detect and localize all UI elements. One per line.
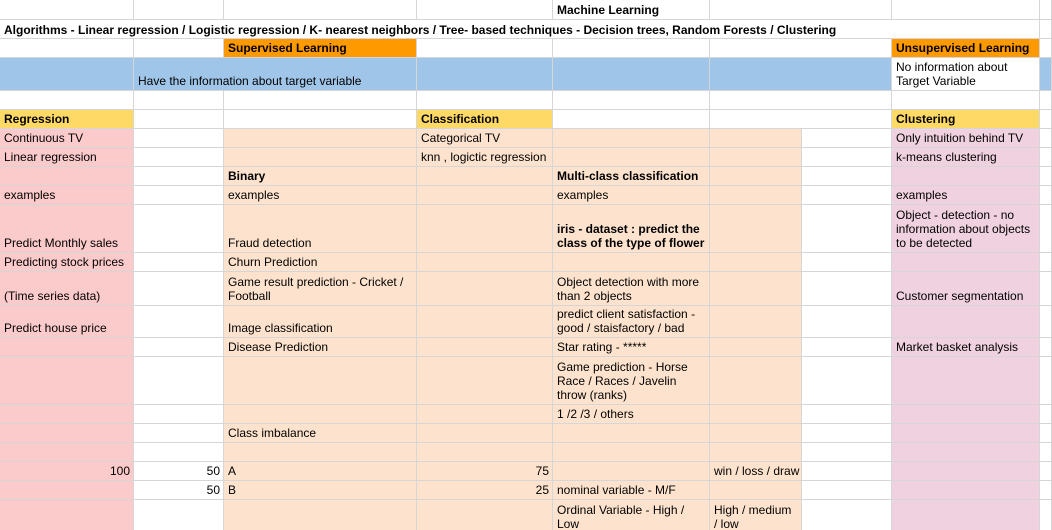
cell-a9[interactable] — [0, 167, 134, 186]
cell-e19[interactable] — [553, 443, 710, 462]
cell-e20[interactable] — [553, 462, 710, 481]
clustering-algorithm[interactable]: k-means clustering — [892, 148, 1040, 167]
cell-e5[interactable] — [553, 91, 710, 110]
regression-example-2[interactable]: Predicting stock prices — [0, 253, 134, 272]
binary-example-6[interactable]: Class imbalance — [224, 424, 417, 443]
cell-g5[interactable] — [892, 91, 1040, 110]
cell-g2[interactable] — [892, 20, 1040, 39]
cell-f13[interactable] — [710, 272, 802, 306]
supervised-learning-header[interactable]: Supervised Learning — [224, 39, 417, 58]
cell-f14[interactable] — [710, 306, 802, 338]
cell-f17[interactable] — [710, 405, 802, 424]
cell-c6[interactable] — [224, 110, 417, 129]
cell-g16[interactable] — [892, 357, 1040, 405]
multiclass-example-2[interactable]: Object detection with more than 2 objects — [553, 272, 710, 306]
cell-b14[interactable] — [134, 306, 224, 338]
cell-g20[interactable] — [892, 462, 1040, 481]
cell-e21[interactable]: nominal variable - M/F — [553, 481, 710, 500]
cell-g21[interactable] — [892, 481, 1040, 500]
multiclass-example-4[interactable]: Star rating - ***** — [553, 338, 710, 357]
cell-f20[interactable]: win / loss / draw — [710, 462, 802, 481]
cell-f19[interactable] — [710, 443, 802, 462]
classification-algorithm[interactable]: knn , logictic regression — [417, 148, 553, 167]
cell-f10[interactable] — [710, 186, 802, 205]
cell-b13[interactable] — [134, 272, 224, 306]
cell-g14[interactable] — [892, 306, 1040, 338]
cell-d5[interactable] — [417, 91, 553, 110]
cell-d18[interactable] — [417, 424, 553, 443]
cell-h6[interactable] — [1040, 110, 1052, 129]
cell-c22[interactable] — [224, 500, 417, 530]
cell-b8[interactable] — [134, 148, 224, 167]
cell-a17[interactable] — [0, 405, 134, 424]
cell-f4[interactable] — [710, 58, 892, 91]
cell-d21[interactable]: 25 — [417, 481, 553, 500]
cell-d12[interactable] — [417, 253, 553, 272]
cell-h7[interactable] — [1040, 129, 1052, 148]
cell-c19[interactable] — [224, 443, 417, 462]
clustering-target[interactable]: Only intuition behind TV — [892, 129, 1040, 148]
cell-f9[interactable] — [710, 167, 802, 186]
cell-h12[interactable] — [1040, 253, 1052, 272]
cell-d13[interactable] — [417, 272, 553, 306]
cell-f22[interactable]: High / medium / low — [710, 500, 802, 530]
cell-a1[interactable] — [0, 0, 134, 20]
cell-b9[interactable] — [134, 167, 224, 186]
cell-a3[interactable] — [0, 39, 134, 58]
cell-b19[interactable] — [134, 443, 224, 462]
cell-f6[interactable] — [710, 110, 892, 129]
cell-d15[interactable] — [417, 338, 553, 357]
regression-example-1[interactable]: Predict Monthly sales — [0, 205, 134, 253]
cell-d22[interactable] — [417, 500, 553, 530]
cell-b3[interactable] — [134, 39, 224, 58]
cell-f12b — [802, 253, 892, 272]
cell-h13[interactable] — [1040, 272, 1052, 306]
cell-a15[interactable] — [0, 338, 134, 357]
clustering-example-3[interactable]: Market basket analysis — [892, 338, 1040, 357]
cell-b10[interactable] — [134, 186, 224, 205]
cell-h17[interactable] — [1040, 405, 1052, 424]
regression-example-3[interactable]: (Time series data) — [0, 272, 134, 306]
cell-f14b — [802, 306, 892, 338]
cell-d4[interactable] — [417, 58, 553, 91]
cell-g17[interactable] — [892, 405, 1040, 424]
cell-g22[interactable] — [892, 500, 1040, 530]
cell-h9[interactable] — [1040, 167, 1052, 186]
algorithms-summary[interactable]: Algorithms - Linear regression / Logistic regression / K- nearest neighbors / Tree- based techniques - Decision trees, Random Forests / Clustering — [4, 23, 837, 37]
cell-b11[interactable] — [134, 205, 224, 253]
cell-f8b — [802, 148, 892, 167]
cell-b18[interactable] — [134, 424, 224, 443]
multiclass-examples-label[interactable]: examples — [553, 186, 710, 205]
cell-d10[interactable] — [417, 186, 553, 205]
sheet-title[interactable]: Machine Learning — [553, 0, 710, 20]
regression-example-4[interactable]: Predict house price — [0, 306, 134, 338]
cell-f18[interactable] — [710, 424, 802, 443]
cell-b21[interactable]: 50 — [134, 481, 224, 500]
cell-c17[interactable] — [224, 405, 417, 424]
cell-h18[interactable] — [1040, 424, 1052, 443]
cell-e22[interactable]: Ordinal Variable - High / Low — [553, 500, 710, 530]
cell-b7[interactable] — [134, 129, 224, 148]
cell-e8[interactable] — [553, 148, 710, 167]
cell-h14[interactable] — [1040, 306, 1052, 338]
cell-h19[interactable] — [1040, 443, 1052, 462]
cell-a19[interactable] — [0, 443, 134, 462]
multiclass-example-1[interactable]: iris - dataset : predict the class of the type of flower — [553, 205, 710, 253]
cell-b16[interactable] — [134, 357, 224, 405]
cell-c7[interactable] — [224, 129, 417, 148]
cell-g19[interactable] — [892, 443, 1040, 462]
clustering-example-1[interactable]: Object - detection - no information about objects to be detected — [892, 205, 1040, 253]
cell-g1[interactable] — [892, 0, 1040, 20]
cell-e4[interactable] — [553, 58, 710, 91]
cell-a18[interactable] — [0, 424, 134, 443]
cell-d9[interactable] — [417, 167, 553, 186]
cell-b22[interactable] — [134, 500, 224, 530]
cell-h4[interactable] — [1040, 58, 1052, 91]
cell-h16[interactable] — [1040, 357, 1052, 405]
cell-e3[interactable] — [553, 39, 710, 58]
cell-f22b — [802, 500, 892, 530]
binary-example-2[interactable]: Churn Prediction — [224, 253, 417, 272]
clustering-example-2[interactable]: Customer segmentation — [892, 272, 1040, 306]
cell-f10b — [802, 186, 892, 205]
cell-f11[interactable] — [710, 205, 802, 253]
regression-examples-label[interactable]: examples — [0, 186, 134, 205]
cell-d1[interactable] — [417, 0, 553, 20]
cell-a21[interactable] — [0, 481, 134, 500]
multiclass-example-5[interactable]: Game prediction - Horse Race / Races / Javelin throw (ranks) — [553, 357, 710, 405]
cell-f12[interactable] — [710, 253, 802, 272]
multiclass-example-3[interactable]: predict client satisfaction - good / staisfactory / bad — [553, 306, 710, 338]
cell-a22[interactable] — [0, 500, 134, 530]
cell-h2[interactable] — [1040, 20, 1052, 39]
cell-f7b — [802, 129, 892, 148]
cell-a4[interactable] — [0, 58, 134, 91]
cell-b1[interactable] — [134, 0, 224, 20]
cell-h8[interactable] — [1040, 148, 1052, 167]
cell-h1[interactable] — [1040, 0, 1052, 20]
cell-b12[interactable] — [134, 253, 224, 272]
cell-a20[interactable]: 100 — [0, 462, 134, 481]
cell-f1[interactable] — [710, 0, 892, 20]
cell-f18b — [802, 424, 892, 443]
cell-h5[interactable] — [1040, 91, 1052, 110]
cell-d17[interactable] — [417, 405, 553, 424]
cell-c5[interactable] — [224, 91, 417, 110]
binary-example-3[interactable]: Game result prediction - Cricket / Football — [224, 272, 417, 306]
cell-c8[interactable] — [224, 148, 417, 167]
cell-b15[interactable] — [134, 338, 224, 357]
cell-a16[interactable] — [0, 357, 134, 405]
cell-f16b — [802, 357, 892, 405]
cell-d11[interactable] — [417, 205, 553, 253]
cell-f3[interactable] — [710, 39, 892, 58]
cell-g9[interactable] — [892, 167, 1040, 186]
cell-f16[interactable] — [710, 357, 802, 405]
cell-f8[interactable] — [710, 148, 802, 167]
classification-header[interactable]: Classification — [417, 110, 553, 129]
clustering-examples-label[interactable]: examples — [892, 186, 1040, 205]
cell-g12[interactable] — [892, 253, 1040, 272]
cell-h11[interactable] — [1040, 205, 1052, 253]
cell-g18[interactable] — [892, 424, 1040, 443]
cell-f7[interactable] — [710, 129, 802, 148]
binary-example-4[interactable]: Image classification — [224, 306, 417, 338]
cell-b17[interactable] — [134, 405, 224, 424]
cell-h15[interactable] — [1040, 338, 1052, 357]
clustering-header[interactable]: Clustering — [892, 110, 1040, 129]
unsupervised-info[interactable]: No information about Target Variable — [892, 58, 1040, 91]
cell-h3[interactable] — [1040, 39, 1052, 58]
cell-f21[interactable] — [710, 481, 802, 500]
binary-example-1[interactable]: Fraud detection — [224, 205, 417, 253]
cell-e6[interactable] — [553, 110, 710, 129]
cell-e12[interactable] — [553, 253, 710, 272]
cell-b6[interactable] — [134, 110, 224, 129]
binary-example-5[interactable]: Disease Prediction — [224, 338, 417, 357]
cell-d14[interactable] — [417, 306, 553, 338]
cell-d20[interactable]: 75 — [417, 462, 553, 481]
cell-f15[interactable] — [710, 338, 802, 357]
cell-e18[interactable] — [553, 424, 710, 443]
cell-d3[interactable] — [417, 39, 553, 58]
cell-f17b — [802, 405, 892, 424]
cell-c20[interactable]: A — [224, 462, 417, 481]
supervised-info[interactable]: Have the information about target variable — [134, 58, 417, 91]
cell-f19b — [802, 443, 892, 462]
cell-f20b — [802, 462, 892, 481]
cell-c1[interactable] — [224, 0, 417, 20]
cell-c16[interactable] — [224, 357, 417, 405]
cell-a5[interactable] — [0, 91, 134, 110]
cell-f11b — [802, 205, 892, 253]
cell-h10[interactable] — [1040, 186, 1052, 205]
cell-f9b — [802, 167, 892, 186]
cell-f15b — [802, 338, 892, 357]
cell-f5[interactable] — [710, 91, 892, 110]
cell-h21[interactable] — [1040, 481, 1052, 500]
cell-e7[interactable] — [553, 129, 710, 148]
multiclass-example-6[interactable]: 1 /2 /3 / others — [553, 405, 710, 424]
binary-examples-label[interactable]: examples — [224, 186, 417, 205]
cell-c21[interactable]: B — [224, 481, 417, 500]
regression-target[interactable]: Continuous TV — [0, 129, 134, 148]
binary-header[interactable]: Binary — [224, 167, 417, 186]
classification-target[interactable]: Categorical TV — [417, 129, 553, 148]
cell-b20[interactable]: 50 — [134, 462, 224, 481]
cell-h22[interactable] — [1040, 500, 1052, 530]
multiclass-header[interactable]: Multi-class classification — [553, 167, 710, 186]
cell-b5[interactable] — [134, 91, 224, 110]
cell-f21b — [802, 481, 892, 500]
cell-d16[interactable] — [417, 357, 553, 405]
cell-h20[interactable] — [1040, 462, 1052, 481]
cell-f13b — [802, 272, 892, 306]
cell-d19[interactable] — [417, 443, 553, 462]
unsupervised-learning-header[interactable]: Unsupervised Learning — [892, 39, 1040, 58]
regression-header[interactable]: Regression — [0, 110, 134, 129]
regression-algorithm[interactable]: Linear regression — [0, 148, 134, 167]
